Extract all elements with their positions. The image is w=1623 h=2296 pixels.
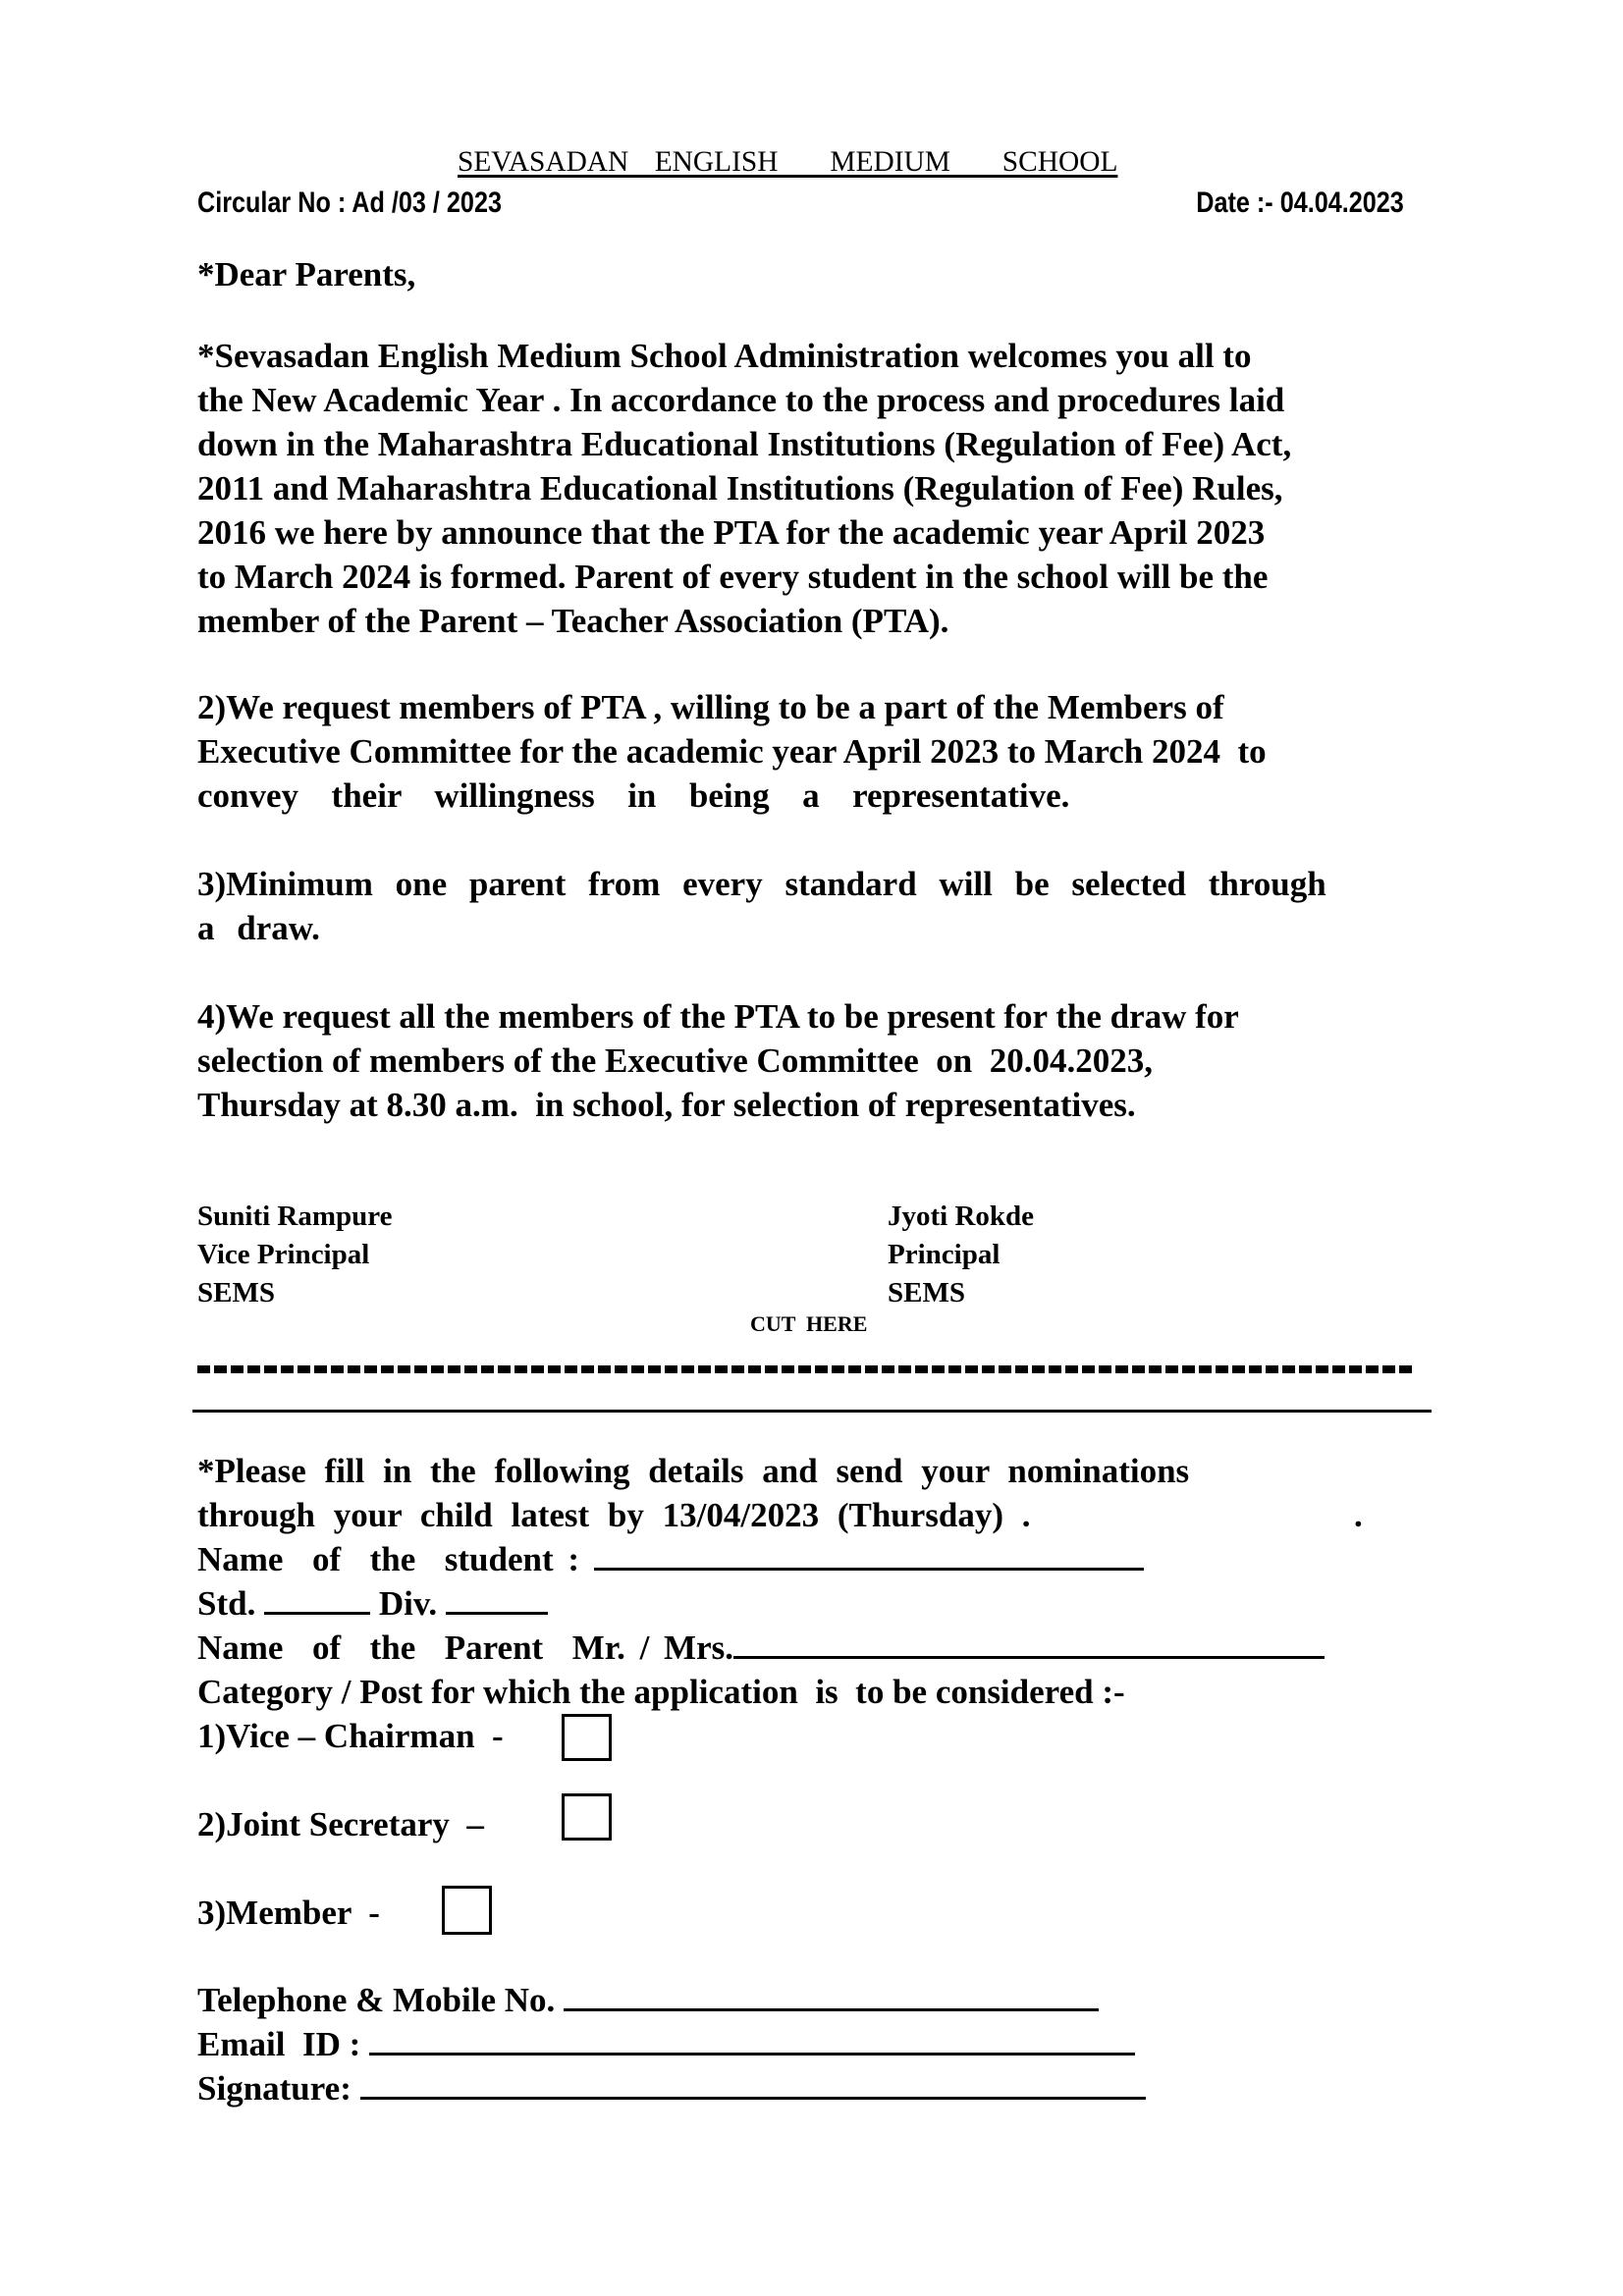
option-vice-chairman-label: 1)Vice – Chairman -: [197, 1717, 504, 1755]
signatory-org: SEMS: [888, 1277, 965, 1308]
circular-date: Date :- 04.04.2023: [1196, 187, 1404, 219]
parent-name-field: [197, 1626, 1325, 1670]
std-input[interactable]: [264, 1584, 370, 1615]
student-name-label: Name of the student :: [197, 1540, 580, 1578]
paragraph-line: 3)Minimum one parent from every standard will be selected through: [197, 865, 1326, 903]
paragraph-line: *Sevasadan English Medium School Administration welcomes you all to: [197, 337, 1252, 375]
paragraph-line: 2016 we here by announce that the PTA for the academic year April 2023: [197, 513, 1266, 552]
joint-secretary-checkbox[interactable]: [562, 1793, 612, 1841]
separator-line: [192, 1410, 1432, 1413]
signatory-principal: [888, 1198, 1034, 1312]
paragraph-line: a draw.: [197, 909, 320, 947]
category-label: Category / Post for which the application is to be considered :-: [197, 1673, 1125, 1711]
signature-input[interactable]: [360, 2069, 1146, 2100]
form-instruction-line: *Please fill in the following details and send your nominations: [197, 1452, 1190, 1490]
paragraph-line: Executive Committee for the academic year April 2023 to March 2024 to: [197, 732, 1267, 771]
email-label: Email ID :: [197, 2025, 361, 2063]
std-label: Std.: [197, 1584, 256, 1623]
paragraph-line: to March 2024 is formed. Parent of every student in the school will be the: [197, 558, 1269, 596]
signature-field: [197, 2066, 1146, 2110]
std-div-field: [197, 1581, 548, 1626]
signatory-name: Jyoti Rokde: [888, 1201, 1035, 1232]
signatory-name: Suniti Rampure: [197, 1201, 393, 1232]
signature-label: Signature:: [197, 2069, 352, 2108]
paragraph-line: 2011 and Maharashtra Educational Institutions (Regulation of Fee) Rules,: [197, 469, 1283, 507]
paragraph-selection-draw: [197, 862, 1326, 950]
paragraph-line: the New Academic Year . In accordance to the process and procedures laid: [197, 381, 1285, 419]
paragraph-line: convey their willingness in being a representative.: [197, 776, 1070, 815]
paragraph-draw-meeting: [197, 994, 1239, 1127]
option-joint-secretary-label: 2)Joint Secretary –: [197, 1805, 484, 1843]
student-name-field: [197, 1537, 1144, 1581]
signatory-org: SEMS: [197, 1277, 275, 1308]
vice-chairman-checkbox[interactable]: [562, 1714, 612, 1761]
member-checkbox[interactable]: [442, 1886, 492, 1935]
trailing-dot: .: [1354, 1496, 1363, 1534]
phone-input[interactable]: [564, 1981, 1099, 2011]
paragraph-line: member of the Parent – Teacher Association (PTA).: [197, 602, 949, 640]
form-instructions: [197, 1449, 1363, 1537]
school-title: SEVASADAN ENGLISH MEDIUM SCHOOL: [458, 145, 1118, 178]
signatory-title: Vice Principal: [197, 1239, 370, 1270]
form-instruction-line: through your child latest by 13/04/2023 (Thursday) .: [197, 1496, 1031, 1534]
phone-field: [197, 1978, 1099, 2022]
paragraph-line: down in the Maharashtra Educational Institutions (Regulation of Fee) Act,: [197, 425, 1292, 463]
parent-name-label: Name of the Parent Mr. / Mrs.: [197, 1629, 733, 1667]
cut-line-divider: [197, 1365, 1415, 1373]
paragraph-line: 2)We request members of PTA , willing to be a part of the Members of: [197, 688, 1224, 726]
paragraph-line: selection of members of the Executive Committee on 20.04.2023,: [197, 1041, 1153, 1080]
email-input[interactable]: [369, 2025, 1135, 2056]
div-input[interactable]: [446, 1584, 548, 1615]
greeting: *Dear Parents,: [197, 255, 416, 294]
parent-name-input[interactable]: [733, 1629, 1325, 1659]
paragraph-line: 4)We request all the members of the PTA to be present for the draw for: [197, 997, 1239, 1036]
paragraph-line: Thursday at 8.30 a.m. in school, for selection of representatives.: [197, 1086, 1136, 1124]
student-name-input[interactable]: [594, 1540, 1144, 1571]
option-member-label: 3)Member -: [197, 1894, 380, 1932]
div-label: Div.: [378, 1584, 438, 1623]
circular-number: Circular No : Ad /03 / 2023: [197, 187, 502, 219]
paragraph-request-members: [197, 685, 1267, 818]
cut-here-label: CUT HERE: [750, 1311, 868, 1336]
email-field: [197, 2022, 1135, 2066]
signatory-title: Principal: [888, 1239, 1001, 1270]
paragraph-intro: [197, 334, 1291, 643]
phone-label: Telephone & Mobile No.: [197, 1981, 556, 2019]
signatory-vice-principal: [197, 1198, 392, 1312]
